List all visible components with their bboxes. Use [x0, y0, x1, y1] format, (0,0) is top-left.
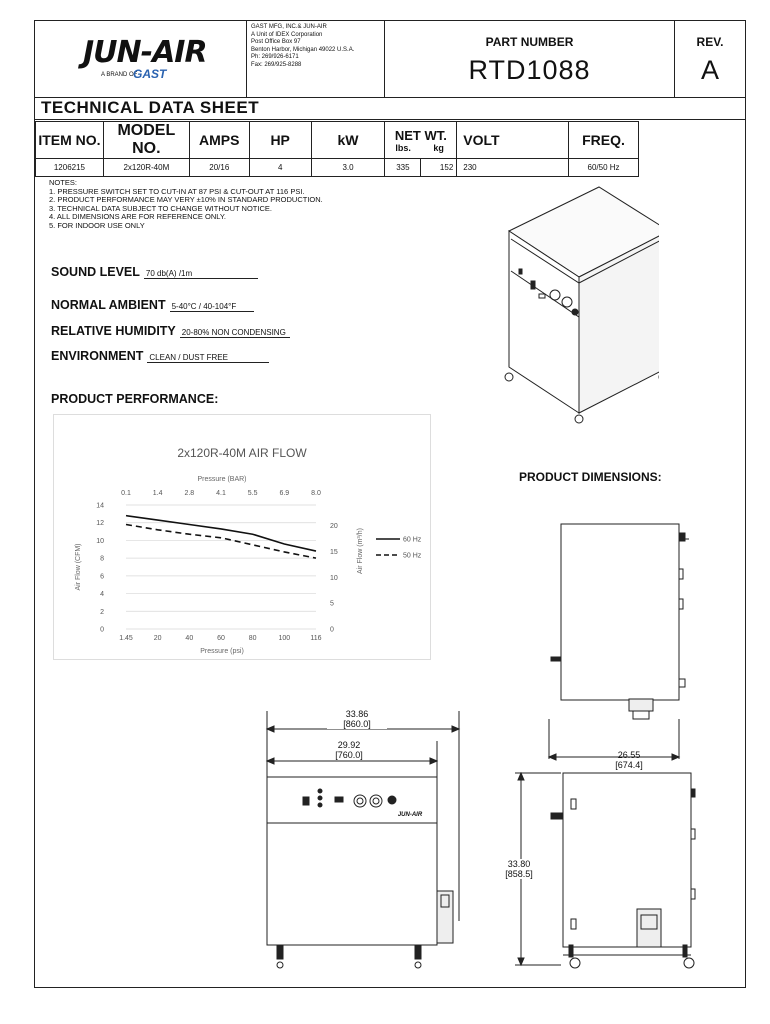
notes-heading: NOTES: [49, 178, 77, 187]
y2-tick-label: 5 [330, 600, 334, 608]
note-item: 2. PRODUCT PERFORMANCE MAY VERY ±10% IN STANDARD PRODUCTION. [49, 195, 323, 205]
part-number-label: PART NUMBER [485, 35, 574, 49]
x-tick-label: 100 [278, 635, 291, 642]
cell-amps: 20/16 [189, 159, 249, 177]
note-item: 3. TECHNICAL DATA SUBJECT TO CHANGE WITHOUT NOTICE. [49, 203, 272, 213]
isometric-view [489, 181, 659, 451]
address-line: Post Office Box 97 [251, 39, 301, 46]
header-kw: kW [311, 122, 385, 159]
cell-freq: 60/50 Hz [569, 159, 639, 177]
gast-logo: GAST [133, 67, 167, 81]
part-number: RTD1088 [468, 55, 591, 85]
series-line-60-hz [126, 516, 316, 551]
brand-logo: JUN-AIR [83, 35, 207, 70]
airflow-chart [53, 414, 431, 660]
y-tick-label: 6 [100, 573, 104, 581]
legend-label: 50 Hz [403, 552, 422, 560]
cell-lbs: 335 [385, 159, 421, 177]
inner-width-inches: 29.92 [337, 740, 361, 750]
table-row [36, 159, 639, 177]
depth-dimension [599, 750, 659, 770]
document-title: TECHNICAL DATA SHEET [41, 98, 260, 117]
inner-width-dimension [319, 740, 379, 760]
lbs-label: lbs. [395, 142, 411, 153]
outer-width-dimension [327, 709, 387, 729]
x-tick-label: 116 [310, 635, 322, 642]
top-tick-label: 6.9 [279, 490, 290, 497]
normal-ambient [51, 298, 254, 312]
address-line: GAST MFG, INC.& JUN-AIR [251, 24, 327, 30]
height-dimension [497, 859, 541, 879]
relative-humidity-label: RELATIVE HUMIDITY [51, 324, 176, 338]
chart-title: 2x120R-40M AIR FLOW [177, 446, 307, 460]
address-line: Ph: 269/926-6171 [251, 54, 299, 61]
address-cell [247, 21, 385, 97]
x-tick-label: 60 [217, 635, 225, 642]
x-tick-label: 80 [248, 635, 257, 642]
x-tick-label: 1.45 [119, 635, 133, 642]
cell-kg: 152 [421, 159, 457, 177]
relative-humidity [51, 324, 290, 338]
top-tick-label: 5.5 [247, 490, 258, 497]
header-freq: FREQ. [569, 122, 639, 159]
normal-ambient-value: 5-40°C / 40-104°F [170, 302, 254, 312]
outer-width-mm: [860.0] [343, 719, 371, 729]
revision-label: REV. [696, 35, 724, 49]
chart-top-axis-label: Pressure (BAR) [197, 476, 247, 483]
outer-width-inches: 33.86 [345, 709, 369, 719]
y-tick-label: 10 [96, 537, 104, 545]
table-header-row [36, 122, 639, 159]
y2-axis-label: Air Flow (m³/h) [357, 528, 364, 574]
top-tick-label: 8.0 [311, 490, 321, 497]
depth-mm: [674.4] [615, 760, 643, 770]
note-item: 1. PRESSURE SWITCH SET TO CUT-IN AT 87 PSI & CUT-OUT AT 116 PSI. [49, 186, 305, 196]
address-line: A Unit of IDEX Corporation [251, 31, 323, 38]
x-tick-label: 20 [153, 635, 162, 642]
part-number-cell [385, 21, 675, 97]
y-tick-label: 8 [100, 555, 104, 563]
front-badge: JUN-AIR [397, 812, 423, 818]
header-item-no: ITEM NO. [36, 122, 104, 159]
environment-label: ENVIRONMENT [51, 349, 144, 363]
depth-inches: 26.55 [617, 750, 641, 760]
header-net-weight [385, 122, 457, 159]
sound-level-label: SOUND LEVEL [51, 265, 140, 279]
y2-tick-label: 0 [330, 626, 334, 634]
side-view [531, 519, 731, 779]
top-tick-label: 4.1 [216, 490, 226, 497]
net-weight-label: NET WT. [394, 127, 447, 143]
y-tick-label: 2 [100, 608, 104, 616]
header-model-no: MODEL NO. [103, 122, 189, 159]
cell-hp: 4 [249, 159, 311, 177]
height-inches: 33.80 [507, 859, 531, 869]
top-tick-label: 0.1 [121, 490, 131, 497]
cell-volt: 230 [457, 159, 569, 177]
sound-level [51, 265, 258, 279]
chart-svg [54, 415, 430, 659]
notes [49, 179, 323, 231]
dimensions-heading: PRODUCT DIMENSIONS: [519, 470, 662, 484]
x-axis-label: Pressure (psi) [200, 648, 244, 655]
y2-tick-label: 15 [330, 549, 338, 556]
y-axis-label: Air Flow (CFM) [75, 543, 82, 591]
y-tick-label: 4 [100, 591, 104, 599]
divider [35, 119, 745, 120]
y2-tick-label: 10 [330, 574, 338, 582]
top-tick-label: 2.8 [184, 490, 195, 497]
spec-table [35, 121, 639, 177]
note-item: 4. ALL DIMENSIONS ARE FOR REFERENCE ONLY. [49, 212, 226, 222]
relative-humidity-value: 20-80% NON CONDENSING [180, 328, 290, 338]
sound-level-value: 70 db(A) /1m [144, 269, 258, 279]
header-volt: VOLT [457, 122, 569, 159]
performance-heading: PRODUCT PERFORMANCE: [51, 392, 219, 406]
y2-tick-label: 20 [330, 523, 338, 531]
y-tick-label: 12 [96, 520, 104, 528]
cell-kw: 3.0 [311, 159, 385, 177]
company-address [251, 24, 354, 70]
data-sheet [34, 20, 746, 988]
title-block [35, 21, 745, 98]
y-tick-label: 0 [100, 626, 104, 634]
legend-label: 60 Hz [403, 536, 422, 544]
cell-model-no: 2x120R-40M [103, 159, 189, 177]
y-tick-label: 14 [96, 502, 104, 510]
top-tick-label: 1.4 [152, 490, 163, 497]
logo-cell [35, 21, 247, 97]
revision-cell [675, 21, 745, 97]
normal-ambient-label: NORMAL AMBIENT [51, 298, 166, 312]
note-item: 5. FOR INDOOR USE ONLY [49, 220, 145, 230]
logo-subtitle: A BRAND OF [101, 72, 138, 78]
address-line: Benton Harbor, Michigan 49022 U.S.A. [251, 46, 355, 53]
header-amps: AMPS [189, 122, 249, 159]
environment-value: CLEAN / DUST FREE [147, 353, 269, 363]
height-mm: [858.5] [505, 869, 533, 879]
cell-item-no: 1206215 [36, 159, 104, 177]
x-tick-label: 40 [185, 635, 194, 642]
header-hp: HP [249, 122, 311, 159]
environment [51, 349, 269, 363]
address-line: Fax: 269/925-8288 [251, 61, 302, 68]
revision-value: A [700, 55, 719, 85]
kg-label: kg [433, 142, 444, 153]
inner-width-mm: [760.0] [335, 750, 363, 760]
